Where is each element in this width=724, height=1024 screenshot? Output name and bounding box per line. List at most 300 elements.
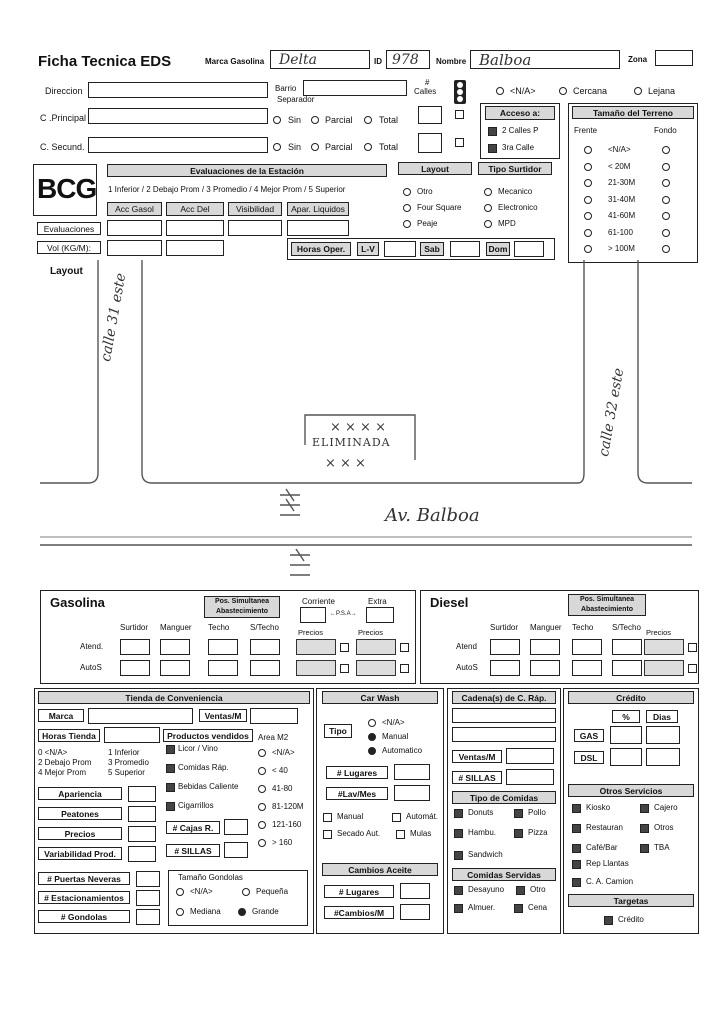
tipo-comidas-title: Tipo de Comidas <box>452 791 556 804</box>
lv-label: L-V <box>357 242 379 256</box>
corriente-field[interactable] <box>300 607 326 623</box>
carwash-check-label: Mulas <box>410 829 432 838</box>
comida-label: Hambu. <box>468 828 497 837</box>
tienda-estacionamientos-label: # Estacionamientos <box>38 891 130 904</box>
nombre-label: Nombre <box>436 57 467 66</box>
gondola-opt-label: <N/A> <box>190 887 213 896</box>
diesel-atend-3-field[interactable] <box>612 639 642 655</box>
surtidor-opt-label: MPD <box>498 219 516 228</box>
comida-pollo-checkbox[interactable] <box>514 809 523 818</box>
secund-parcial-label: Parcial <box>325 142 353 152</box>
c-principal-field[interactable] <box>88 108 268 124</box>
fondo-61-100-radio[interactable] <box>662 229 670 237</box>
carwash-lav-label: #Lav/Mes <box>326 787 388 800</box>
tienda-scale-item: 3 Promedio <box>108 758 149 767</box>
carwash-lugares-field[interactable] <box>394 764 430 780</box>
comida-label: Donuts <box>468 808 494 817</box>
otros-label: Otros <box>654 823 674 832</box>
comidas-servidas-title: Comidas Servidas <box>452 868 556 881</box>
tienda-attr-apariencia-label: Apariencia <box>38 787 122 800</box>
gasolina-col-techo: Techo <box>208 623 230 632</box>
horas-tienda-label: Horas Tienda <box>38 729 100 742</box>
layout-title: Layout <box>398 162 472 175</box>
extra-label: Extra <box>368 597 387 606</box>
id-value: 978 <box>392 52 419 68</box>
cross-marks-bottom: × × × <box>325 456 366 471</box>
proximity-cercana-label: Cercana <box>573 86 608 96</box>
gasolina-atend-precio-0-checkbox[interactable] <box>340 643 349 652</box>
cadenas-sillas-label: # SILLAS <box>452 771 502 784</box>
carwash-automatico-radio[interactable] <box>368 747 376 755</box>
diesel-precios-label: Precios <box>646 628 672 637</box>
diesel-autos-2-field[interactable] <box>572 660 602 676</box>
frente-61-100-radio[interactable] <box>584 229 592 237</box>
frente-31-40m-radio[interactable] <box>584 196 592 204</box>
area-label-item: > 160 <box>272 838 293 847</box>
gasolina-atend-3-field[interactable] <box>250 639 280 655</box>
gasolina-atend-precio-1-field[interactable] <box>356 639 396 655</box>
credito-title: Crédito <box>568 691 694 704</box>
principal-parcial-label: Parcial <box>325 115 353 125</box>
surtidor-opt-label: Mecanico <box>498 187 533 196</box>
acceso-2calles-checkbox[interactable] <box>488 127 497 136</box>
gasolina-autos-1-field[interactable] <box>160 660 190 676</box>
otros-c-a-camion-checkbox[interactable] <box>572 878 581 887</box>
gasolina-row-autos: AutoS <box>80 663 102 672</box>
acceso-title: Acceso a: <box>485 106 555 120</box>
carwash-lav-field[interactable] <box>394 785 430 801</box>
tienda-sillas-field[interactable] <box>224 842 248 858</box>
area-label: Area M2 <box>258 733 289 742</box>
cambios-mes-field[interactable] <box>400 904 430 920</box>
gasolina-pos-label: Pos. Simultanea Abastecimiento <box>204 596 280 618</box>
traffic-light-icon <box>452 80 468 104</box>
credito-gas-pct-field[interactable] <box>610 726 642 744</box>
gasolina-precios-label: Precios <box>298 628 324 637</box>
principal-sin-label: Sin <box>288 115 302 125</box>
credito-gas-label: GAS <box>574 729 604 742</box>
fondo-31-40m-radio[interactable] <box>662 196 670 204</box>
servida-label: Almuer. <box>468 903 496 912</box>
prod-label: Bebidas Caliente <box>178 782 239 791</box>
tienda-title: Tienda de Conveniencia <box>38 691 310 704</box>
diesel-pos-label: Pos. Simultanea Abastecimiento <box>568 594 646 616</box>
terreno-row-label: > 100M <box>608 244 635 253</box>
frente-100m-radio[interactable] <box>584 245 592 253</box>
gasolina-atend-0-field[interactable] <box>120 639 150 655</box>
tienda-attr-peatones-label: Peatones <box>38 807 122 820</box>
sab-label: Sab <box>420 242 444 256</box>
eval-col-visibilidad: Visibilidad <box>228 202 282 216</box>
principal-calles-field[interactable] <box>418 106 442 124</box>
servida-label: Otro <box>530 885 546 894</box>
secund-total-label: Total <box>379 142 399 152</box>
main-road-label: Av. Balboa <box>385 505 480 526</box>
gasolina-autos-precio-1-checkbox[interactable] <box>400 664 409 673</box>
principal-parcial-radio[interactable] <box>311 116 319 124</box>
otros-label: TBA <box>654 843 670 852</box>
productos-label: Productos vendidos <box>163 729 253 742</box>
gasolina-autos-precio-1-field[interactable] <box>356 660 396 676</box>
secund-sin-radio[interactable] <box>273 143 281 151</box>
credito-gas-dias-field[interactable] <box>646 726 680 744</box>
otros-label: C. A. Camion <box>586 877 634 886</box>
carwash-check-label: Automát. <box>406 812 439 821</box>
gondola-n-a-radio[interactable] <box>176 888 184 896</box>
servida-cena-checkbox[interactable] <box>514 904 523 913</box>
terreno-row-label: 21-30M <box>608 178 636 187</box>
separador-label: Separador <box>277 95 315 104</box>
horas-tienda-field[interactable] <box>104 727 160 743</box>
gondolas-title: Tamaño Gondolas <box>178 873 243 882</box>
carwash-tipo-label: Tipo <box>324 724 352 738</box>
cambios-lugares-label: # Lugares <box>324 885 394 898</box>
area-label-item: < 40 <box>272 766 288 775</box>
marca-value: Delta <box>279 52 317 68</box>
secund-total-radio[interactable] <box>364 143 372 151</box>
fondo-21-30m-radio[interactable] <box>662 179 670 187</box>
comida-sandwich-checkbox[interactable] <box>454 851 463 860</box>
vol-0-field[interactable] <box>107 240 162 256</box>
nombre-field[interactable] <box>470 50 620 69</box>
cross-marks-top: × × × × <box>330 420 386 435</box>
street-left-label: calle 31 este <box>98 271 130 363</box>
tienda-ventas-field[interactable] <box>250 708 298 724</box>
terreno-row-label: 61-100 <box>608 227 633 237</box>
credito-dsl-dias-field[interactable] <box>646 748 680 766</box>
cadenas-title: Cadena(s) de C. Ráp. <box>452 691 556 704</box>
diesel-title: Diesel <box>430 595 469 610</box>
terreno-row-label: <N/A> <box>608 145 631 154</box>
prod-label: Cigarrillos <box>178 801 214 810</box>
tienda-attr-precios-label: Precios <box>38 827 122 840</box>
surtidor-opt-label: Electronico <box>498 203 538 212</box>
otros-label: Restauran <box>586 823 623 832</box>
carwash-n-a-radio[interactable] <box>368 719 376 727</box>
gasolina-col-surtidor: Surtidor <box>120 623 149 632</box>
carwash-autom-t-checkbox[interactable] <box>392 813 401 822</box>
zona-label: Zona <box>628 55 648 64</box>
tienda-estacionamientos-field[interactable] <box>136 890 160 906</box>
psa-label: ←P.S.A→ <box>330 611 357 617</box>
prod-bebidas-caliente-checkbox[interactable] <box>166 783 175 792</box>
gasolina-col-s-techo: S/Techo <box>250 623 279 632</box>
eval-acc-gasol-field[interactable] <box>107 220 162 236</box>
horas-label: Horas Oper. <box>291 242 351 256</box>
layout-section-label: Layout <box>50 266 83 277</box>
tienda-attr-variabilidad-prod-label: Variabilidad Prod. <box>38 847 122 860</box>
cajas-label: # Cajas R. <box>166 821 220 834</box>
tarjetas-credito-checkbox[interactable] <box>604 916 613 925</box>
servida-desayuno-checkbox[interactable] <box>454 886 463 895</box>
marca-field[interactable] <box>270 50 370 69</box>
eval-acc-del-field[interactable] <box>166 220 224 236</box>
gasolina-atend-precio-0-field[interactable] <box>296 639 336 655</box>
otros-rep-llantas-checkbox[interactable] <box>572 860 581 869</box>
otros-title: Otros Servicios <box>568 784 694 797</box>
servida-otro-checkbox[interactable] <box>516 886 525 895</box>
tienda-puertas-neveras-field[interactable] <box>136 871 160 887</box>
vol-row-label: Vol (KG/M): <box>37 241 101 254</box>
layout-four-square-radio[interactable] <box>403 204 411 212</box>
comida-label: Sandwich <box>468 850 503 859</box>
barrio-field[interactable] <box>303 80 407 96</box>
surtidor-mecanico-radio[interactable] <box>484 188 492 196</box>
otros-restauran-checkbox[interactable] <box>572 824 581 833</box>
diesel-atend-precio-0-field[interactable] <box>644 639 684 655</box>
cadenas-ventas-label: Ventas/M <box>452 750 502 763</box>
otros-label: Kiosko <box>586 803 611 812</box>
tienda-scale-item: 1 Inferior <box>108 748 140 757</box>
comida-donuts-checkbox[interactable] <box>454 809 463 818</box>
eval-col-apar-liquidos: Apar. Liquidos <box>287 202 349 216</box>
layout-peaje-radio[interactable] <box>403 220 411 228</box>
extra-field[interactable] <box>366 607 394 623</box>
frente-20m-radio[interactable] <box>584 163 592 171</box>
carwash-manual-radio[interactable] <box>368 733 376 741</box>
tienda-scale-item: 0 <N/A> <box>38 748 68 757</box>
gasolina-atend-precio-1-checkbox[interactable] <box>400 643 409 652</box>
bcg-logo <box>33 164 97 216</box>
frente-label: Frente <box>574 126 598 135</box>
c-secund-field[interactable] <box>88 137 268 153</box>
area-label-item: 41-80 <box>272 784 293 793</box>
cadena-2-field[interactable] <box>452 727 556 742</box>
diesel-autos-0-field[interactable] <box>490 660 520 676</box>
tienda-puertas-neveras-label: # Puertas Neveras <box>38 872 130 885</box>
comida-pizza-checkbox[interactable] <box>514 829 523 838</box>
diesel-autos-1-field[interactable] <box>530 660 560 676</box>
tienda-attr-apariencia-field[interactable] <box>128 786 156 802</box>
gondola-opt-label: Grande <box>252 907 279 916</box>
prod-label: Comidas Ráp. <box>178 763 229 772</box>
cadenas-ventas-field[interactable] <box>506 748 554 764</box>
carwash-mulas-checkbox[interactable] <box>396 830 405 839</box>
diesel-atend-0-field[interactable] <box>490 639 520 655</box>
otros-label: Café/Bar <box>586 843 618 852</box>
area-n-a-radio[interactable] <box>258 749 266 757</box>
evaluaciones-row-label: Evaluaciones <box>37 222 101 235</box>
proximity-na-label: <N/A> <box>510 86 536 96</box>
id-field[interactable] <box>386 50 430 69</box>
area-41-80-radio[interactable] <box>258 785 266 793</box>
area-40-radio[interactable] <box>258 767 266 775</box>
id-label: ID <box>374 57 382 66</box>
carwash-opt-label: Manual <box>382 732 409 741</box>
carwash-check-label: Secado Aut. <box>337 829 381 838</box>
fondo-41-60m-radio[interactable] <box>662 212 670 220</box>
vol-1-field[interactable] <box>166 240 224 256</box>
otros-label: Rep Llantas <box>586 859 629 868</box>
cajas-field[interactable] <box>224 819 248 835</box>
gasolina-autos-precio-0-checkbox[interactable] <box>340 664 349 673</box>
surtidor-electronico-radio[interactable] <box>484 204 492 212</box>
fondo-100m-radio[interactable] <box>662 245 670 253</box>
carwash-opt-label: Automatico <box>382 746 423 755</box>
fondo-label: Fondo <box>654 126 677 135</box>
fondo-20m-radio[interactable] <box>662 163 670 171</box>
secund-parcial-radio[interactable] <box>311 143 319 151</box>
diesel-col-s-techo: S/Techo <box>612 623 641 632</box>
prod-cigarrillos-checkbox[interactable] <box>166 802 175 811</box>
carwash-opt-label: <N/A> <box>382 718 405 727</box>
tienda-scale-item: 2 Debajo Prom <box>38 758 92 767</box>
carwash-title: Car Wash <box>322 691 438 704</box>
area-81-120m-radio[interactable] <box>258 803 266 811</box>
tarjetas-credito-label: Crédito <box>618 915 644 924</box>
diesel-col-surtidor: Surtidor <box>490 623 519 632</box>
area-160-radio[interactable] <box>258 839 266 847</box>
fondo-n-a-radio[interactable] <box>662 146 670 154</box>
layout-opt-label: Four Square <box>417 203 462 212</box>
gondola-opt-label: Mediana <box>190 907 221 916</box>
carwash-lugares-label: # Lugares <box>326 766 388 779</box>
tienda-gondolas-field[interactable] <box>136 909 160 925</box>
tienda-attr-peatones-field[interactable] <box>128 806 156 822</box>
terreno-title: Tamaño del Terreno <box>572 106 694 119</box>
tienda-scale-item: 4 Mejor Prom <box>38 768 87 777</box>
gasolina-col-manguer: Manguer <box>160 623 192 632</box>
comida-label: Pollo <box>528 808 546 817</box>
terreno-row-label: 31-40M <box>608 194 636 204</box>
comida-hambu-checkbox[interactable] <box>454 829 463 838</box>
frente-41-60m-radio[interactable] <box>584 212 592 220</box>
gasolina-autos-2-field[interactable] <box>208 660 238 676</box>
otros-kiosko-checkbox[interactable] <box>572 804 581 813</box>
dom-label: Dom <box>486 242 510 256</box>
proximity-lejana-radio[interactable] <box>634 87 642 95</box>
frente-21-30m-radio[interactable] <box>584 179 592 187</box>
diesel-col-techo: Techo <box>572 623 594 632</box>
gondola-grande-radio[interactable] <box>238 908 246 916</box>
gasolina-title: Gasolina <box>50 595 105 610</box>
credito-dias-label: Dias <box>646 710 678 723</box>
servida-label: Cena <box>528 903 548 912</box>
gasolina-autos-precio-0-field[interactable] <box>296 660 336 676</box>
eval-col-acc-del: Acc Del <box>166 202 224 216</box>
prod-licor-vino-checkbox[interactable] <box>166 745 175 754</box>
cambios-title: Cambios Aceite <box>322 863 438 876</box>
cadena-1-field[interactable] <box>452 708 556 723</box>
diesel-col-manguer: Manguer <box>530 623 562 632</box>
diesel-autos-precio-0-checkbox[interactable] <box>688 664 697 673</box>
prod-comidas-r-p-checkbox[interactable] <box>166 764 175 773</box>
gasolina-atend-2-field[interactable] <box>208 639 238 655</box>
calles-mark: # <box>425 78 430 87</box>
direccion-field[interactable] <box>88 82 268 98</box>
evaluaciones-title: Evaluaciones de la Estación <box>107 164 387 177</box>
otros-otros-checkbox[interactable] <box>640 824 649 833</box>
carwash-manual-checkbox[interactable] <box>323 813 332 822</box>
surtidor-mpd-radio[interactable] <box>484 220 492 228</box>
servida-almuer-checkbox[interactable] <box>454 904 463 913</box>
page-title: Ficha Tecnica EDS <box>38 53 172 70</box>
tienda-attr-variabilidad-prod-field[interactable] <box>128 846 156 862</box>
diesel-row-atend: Atend <box>456 642 477 651</box>
corriente-label: Corriente <box>302 597 335 606</box>
cambios-mes-label: #Cambios/M <box>324 906 394 919</box>
station-eliminated-label: ELIMINADA <box>312 436 391 449</box>
tienda-sillas-label: # SILLAS <box>166 844 220 857</box>
calles-label: Calles <box>414 87 437 96</box>
tienda-marca-label: Marca <box>38 709 84 722</box>
evaluaciones-scale: 1 Inferior / 2 Debajo Prom / 3 Promedio / 4 Mejor Prom / 5 Superior <box>108 185 346 194</box>
otros-cajero-checkbox[interactable] <box>640 804 649 813</box>
secund-sin-label: Sin <box>288 142 302 152</box>
gondola-peque-a-radio[interactable] <box>242 888 250 896</box>
frente-n-a-radio[interactable] <box>584 146 592 154</box>
principal-total-radio[interactable] <box>364 116 372 124</box>
diesel-atend-precio-0-checkbox[interactable] <box>688 643 697 652</box>
area-label-item: 81-120M <box>272 802 304 811</box>
layout-opt-label: Peaje <box>417 219 438 228</box>
proximity-lejana-label: Lejana <box>648 86 676 96</box>
area-label-item: 121-160 <box>272 820 302 829</box>
principal-sin-radio[interactable] <box>273 116 281 124</box>
diesel-autos-precio-0-field[interactable] <box>644 660 684 676</box>
otros-tba-checkbox[interactable] <box>640 844 649 853</box>
eval-visibilidad-field[interactable] <box>228 220 282 236</box>
proximity-na-radio[interactable] <box>496 87 504 95</box>
principal-light-checkbox[interactable] <box>455 110 464 119</box>
acceso-3ra-checkbox[interactable] <box>488 144 497 153</box>
gasolina-row-atend: Atend. <box>80 642 104 651</box>
gasolina-autos-0-field[interactable] <box>120 660 150 676</box>
otros-label: Cajero <box>654 803 678 812</box>
gasolina-atend-1-field[interactable] <box>160 639 190 655</box>
otros-caf-bar-checkbox[interactable] <box>572 844 581 853</box>
tienda-attr-precios-field[interactable] <box>128 826 156 842</box>
proximity-cercana-radio[interactable] <box>559 87 567 95</box>
barrio-label: Barrio <box>275 84 297 93</box>
credito-pct-label: % <box>612 710 640 723</box>
nombre-value: Balboa <box>479 51 532 69</box>
credito-dsl-label: DSL <box>574 751 604 764</box>
c-secund-label: C. Secund. <box>40 142 85 152</box>
prod-label: Licor / Vino <box>178 744 218 753</box>
layout-otro-radio[interactable] <box>403 188 411 196</box>
gasolina-autos-3-field[interactable] <box>250 660 280 676</box>
diesel-atend-1-field[interactable] <box>530 639 560 655</box>
cadenas-sillas-field[interactable] <box>506 769 554 785</box>
terreno-row-label: < 20M <box>608 161 631 171</box>
tienda-marca-field[interactable] <box>88 708 193 724</box>
bcg-logo-text: BCG <box>37 173 97 204</box>
area-121-160-radio[interactable] <box>258 821 266 829</box>
c-principal-label: C .Principal <box>40 113 87 123</box>
gasolina-precios-label: Precios <box>358 628 384 637</box>
eval-apar-liquidos-field[interactable] <box>287 220 349 236</box>
diesel-autos-3-field[interactable] <box>612 660 642 676</box>
terreno-row-label: 41-60M <box>608 211 636 220</box>
gondola-opt-label: Pequeña <box>256 887 289 896</box>
cambios-lugares-field[interactable] <box>400 883 430 899</box>
secund-calles-field[interactable] <box>418 133 442 153</box>
tienda-scale-item: 5 Superior <box>108 768 145 777</box>
secund-light-checkbox[interactable] <box>455 138 464 147</box>
carwash-check-label: Manual <box>337 812 364 821</box>
tienda-ventas-label: Ventas/M <box>199 709 247 722</box>
comida-label: Pizza <box>528 828 548 837</box>
carwash-secado-aut-checkbox[interactable] <box>323 830 332 839</box>
credito-dsl-pct-field[interactable] <box>610 748 642 766</box>
diesel-row-autos: AutoS <box>456 663 478 672</box>
area-label-item: <N/A> <box>272 748 295 757</box>
gondola-mediana-radio[interactable] <box>176 908 184 916</box>
marca-label: Marca Gasolina <box>205 57 265 66</box>
zona-field[interactable] <box>655 50 693 66</box>
diesel-atend-2-field[interactable] <box>572 639 602 655</box>
